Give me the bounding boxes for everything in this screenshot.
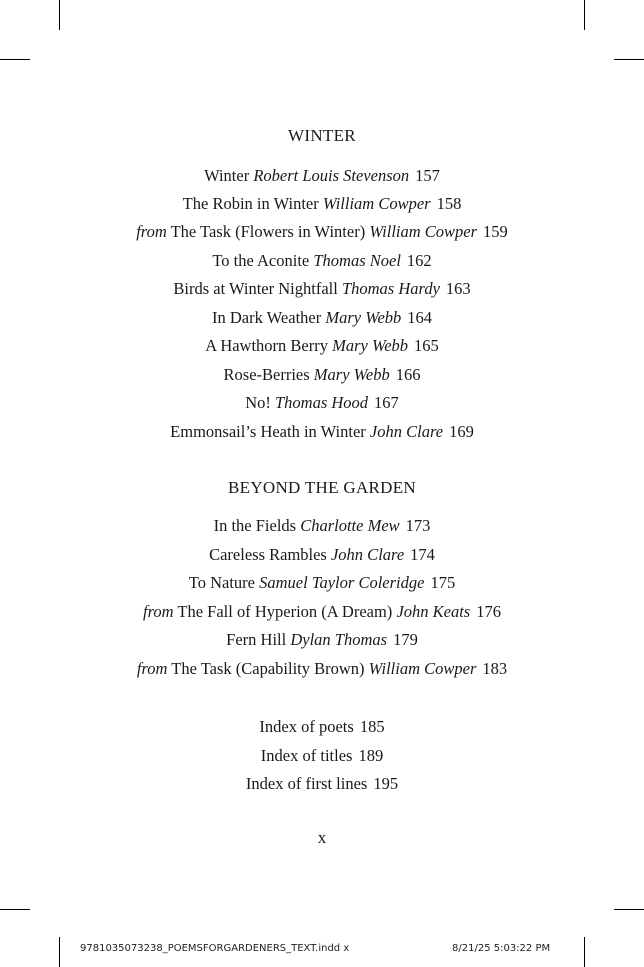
from-prefix: from <box>136 222 167 241</box>
page-number: 157 <box>415 166 440 185</box>
page-number: 162 <box>406 251 432 270</box>
index-entry <box>0 717 644 737</box>
poem-title: No! <box>245 393 271 412</box>
crop-mark <box>0 59 30 60</box>
page-number: 158 <box>436 194 462 213</box>
page-number: 163 <box>445 279 471 298</box>
toc-entry <box>0 516 644 536</box>
poet-name: Mary Webb <box>325 308 402 327</box>
toc-entry <box>0 222 644 242</box>
index-title: Index of first lines <box>245 774 368 793</box>
poet-name: William Cowper <box>369 222 478 241</box>
poet-name: Dylan Thomas <box>290 630 388 649</box>
page-number: 159 <box>483 222 508 241</box>
poem-title: Emmonsail’s Heath in Winter <box>170 422 366 441</box>
page-number: 195 <box>373 774 399 793</box>
poem-title: A Hawthorn Berry <box>205 336 328 355</box>
toc-entry <box>0 251 644 271</box>
poet-name: John Clare <box>369 422 444 441</box>
index-entry <box>0 746 644 766</box>
page-number: 166 <box>395 365 421 384</box>
toc-entry <box>0 279 644 299</box>
poem-title: The Task (Flowers in Winter) <box>170 222 366 241</box>
page-number: 183 <box>482 659 508 678</box>
crop-mark <box>59 937 60 967</box>
poem-title: Winter <box>204 166 250 185</box>
page-number: 165 <box>414 336 439 355</box>
toc-entry <box>0 659 644 679</box>
index-entry <box>0 774 644 794</box>
poet-name: Robert Louis Stevenson <box>253 166 410 185</box>
poem-title: The Task (Capability Brown) <box>171 659 365 678</box>
crop-mark <box>584 937 585 967</box>
poem-title: To Nature <box>188 573 255 592</box>
section-heading-winter: WINTER <box>288 126 356 145</box>
page-number: 185 <box>359 717 385 736</box>
crop-mark <box>614 909 644 910</box>
poem-title: In the Fields <box>213 516 297 535</box>
page-number: 167 <box>374 393 399 412</box>
page-number: 164 <box>407 308 433 327</box>
page-number: 189 <box>358 746 384 765</box>
poet-name: William Cowper <box>368 659 477 678</box>
poem-title: In Dark Weather <box>211 308 322 327</box>
toc-entry <box>0 194 644 214</box>
folio: x <box>317 828 327 847</box>
poet-name: Thomas Hood <box>274 393 369 412</box>
crop-mark <box>59 0 60 30</box>
crop-mark <box>0 909 30 910</box>
poet-name: Samuel Taylor Coleridge <box>259 573 425 592</box>
toc-entry <box>0 630 644 650</box>
page-number: 169 <box>449 422 474 441</box>
crop-mark <box>584 0 585 30</box>
toc-entry <box>0 393 644 413</box>
page-number: 174 <box>410 545 435 564</box>
poet-name: John Keats <box>396 602 471 621</box>
toc-entry <box>0 308 644 328</box>
section-heading-beyond-the-garden: BEYOND THE GARDEN <box>228 478 416 497</box>
crop-mark <box>614 59 644 60</box>
poet-name: Thomas Hardy <box>341 279 440 298</box>
poet-name: Charlotte Mew <box>300 516 400 535</box>
poet-name: John Clare <box>330 545 405 564</box>
page-number: 173 <box>405 516 431 535</box>
toc-entry <box>0 545 644 565</box>
slug-timestamp: 8/21/25 5:03:22 PM <box>452 943 551 954</box>
index-title: Index of poets <box>259 717 354 736</box>
page-number: 176 <box>476 602 501 621</box>
page-number: 175 <box>430 573 456 592</box>
from-prefix: from <box>143 602 174 621</box>
toc-entry <box>0 166 644 186</box>
poem-title: To the Aconite <box>212 251 310 270</box>
poem-title: The Fall of Hyperion (A Dream) <box>177 602 393 621</box>
poem-title: Fern Hill <box>226 630 287 649</box>
poet-name: Mary Webb <box>332 336 409 355</box>
poem-title: Rose-Berries <box>223 365 310 384</box>
toc-entry <box>0 336 644 356</box>
toc-entry <box>0 422 644 442</box>
poet-name: Thomas Noel <box>313 251 401 270</box>
toc-entry <box>0 365 644 385</box>
toc-entry <box>0 602 644 622</box>
index-title: Index of titles <box>260 746 353 765</box>
poem-title: Careless Rambles <box>209 545 327 564</box>
poet-name: William Cowper <box>322 194 431 213</box>
poet-name: Mary Webb <box>313 365 390 384</box>
page-number: 179 <box>393 630 418 649</box>
slug-filename: 9781035073238_POEMSFORGARDENERS_TEXT.indd x <box>80 943 350 954</box>
toc-entry <box>0 573 644 593</box>
poem-title: Birds at Winter Nightfall <box>173 279 338 298</box>
from-prefix: from <box>136 659 168 678</box>
poem-title: The Robin in Winter <box>182 194 319 213</box>
